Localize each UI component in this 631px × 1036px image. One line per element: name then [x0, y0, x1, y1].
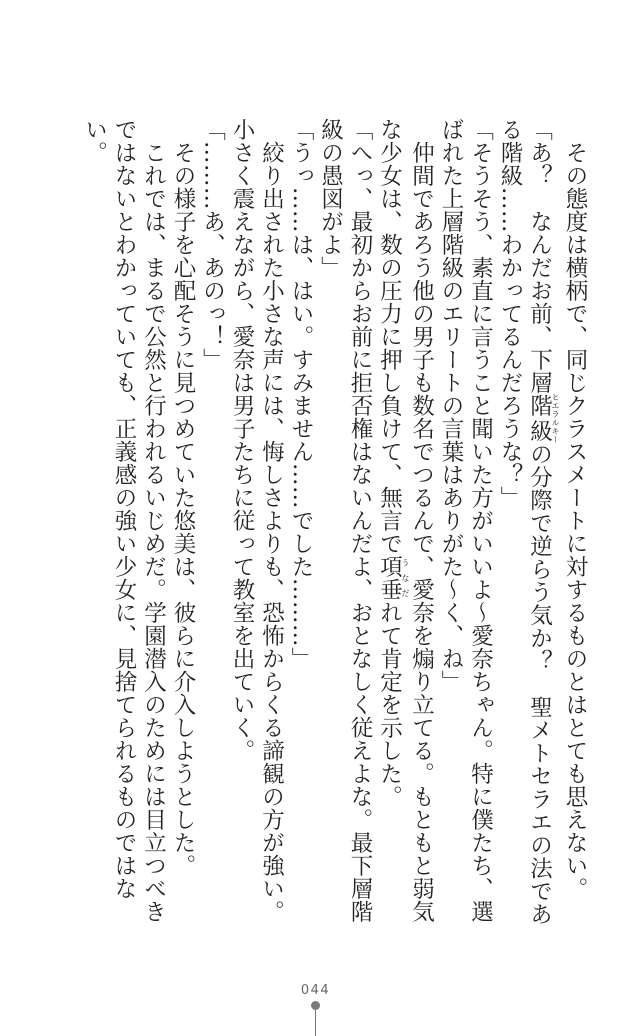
paragraph: 「………あ、あのっ！」: [199, 118, 226, 371]
body-text: [29, 118, 589, 938]
paragraph: その態度は横柄で、同じクラスメートに対するものとはとても思えない。: [562, 140, 588, 900]
paragraph: 「へっ、最初からお前に拒否権はないんだよ、おとなしく従えよな。最下層階級の愚図がよ」: [317, 118, 373, 923]
paragraph: 仲間であろう他の男子も数名でつるんで、愛奈を煽り立てる。もともと弱気な少女は、数の圧力に押し負けて、無言で項垂うなだれて肯定を示した。: [376, 118, 435, 923]
paragraph: 「そうそう、素直に言うこと聞いた方がいいよ～愛奈ちゃん。特に僕たち、選ばれた上層階級のエリートの言葉はありがた～く、ね」: [438, 118, 494, 923]
paragraph: 「うっ……は、はい。すみません……でした………」: [288, 118, 314, 670]
paragraph: これでは、まるで公然と行われるいじめだ。学園潜入のためには目立つべきではないとわかっていても、正義感の強い少女に、見捨てられるものではない。: [81, 118, 167, 923]
furigana: 階級ヒエラルキー: [526, 392, 560, 444]
page-marker-dot: [311, 1001, 320, 1010]
page-footer: [0, 983, 631, 1033]
paragraph: その様子を心配そうに見つめていた悠美は、彼らに介入しようとした。: [170, 140, 196, 877]
paragraph: 絞り出された小さな声には、悔しさよりも、恐怖からくる諦観の方が強い。小さく震えながら、愛奈は男子たちに従って教室を出ていく。: [229, 118, 285, 923]
furigana: 項垂うなだ: [376, 555, 410, 601]
page-number: 044: [300, 983, 331, 998]
paragraph: 「あ？ なんだお前、下層階級ヒエラルキーの分際で逆らう気か？ 聖メトセラエの法である階級……わかってるんだろうな？」: [497, 118, 560, 926]
page-marker-line: [315, 1010, 316, 1036]
